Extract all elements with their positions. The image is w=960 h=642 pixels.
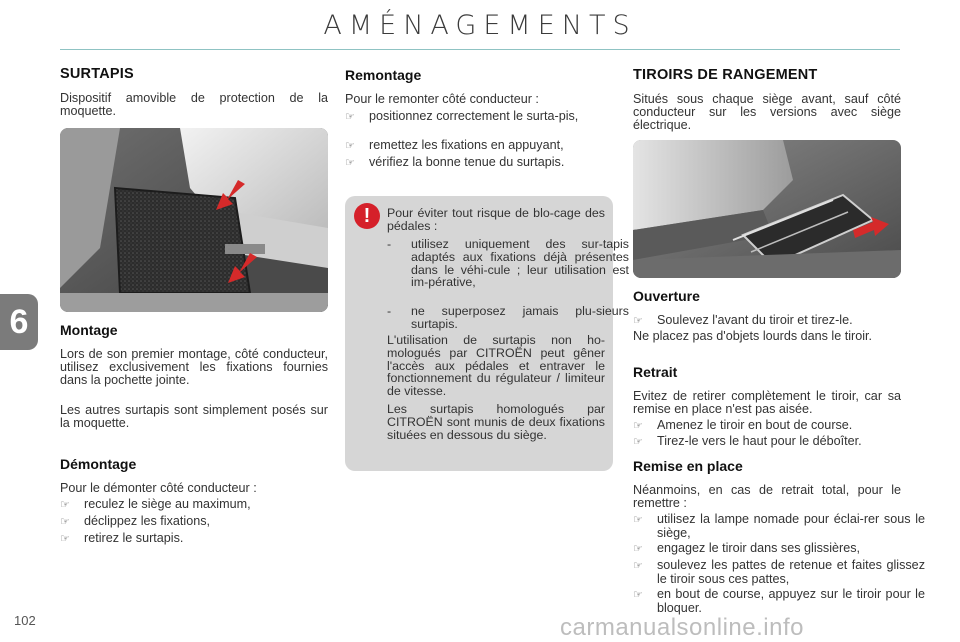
page-title: AMÉNAGEMENTS [323, 10, 637, 41]
surtapis-intro: Dispositif amovible de protection de la moquette. [60, 91, 328, 118]
pointing-hand-icon: ☞ [633, 589, 643, 601]
pointing-hand-icon: ☞ [633, 315, 643, 327]
chapter-number: 6 [9, 303, 29, 341]
section-heading-retrait: Retrait [633, 364, 678, 380]
montage-paragraph-2: Les autres surtapis sont simplement posés sur la moquette. [60, 403, 328, 430]
list-item: ☞ positionnez correctement le surta-pis, [345, 109, 579, 123]
warning-paragraph-3: Les surtapis homologués par CITROËN sont munis de deux fixations situées en dessous du siège. [387, 402, 605, 442]
header-divider [60, 49, 900, 50]
list-item: ☞ Soulevez l'avant du tiroir et tirez-le. [633, 313, 853, 327]
list-item: ☞ vérifiez la bonne tenue du surtapis. [345, 155, 565, 169]
watermark: carmanualsonline.info [560, 614, 804, 641]
tiroirs-intro: Situés sous chaque siège avant, sauf côté conducteur sur les versions avec siège électrique. [633, 92, 901, 132]
pointing-hand-icon: ☞ [60, 533, 70, 545]
section-heading-remise: Remise en place [633, 458, 743, 474]
section-heading-remontage: Remontage [345, 67, 422, 83]
list-item: ☞ Amenez le tiroir en bout de course. [633, 418, 853, 432]
demontage-intro: Pour le démonter côté conducteur : [60, 481, 257, 495]
pointing-hand-icon: ☞ [633, 436, 643, 448]
pointing-hand-icon: ☞ [633, 543, 643, 555]
warning-dash-item: - utilisez uniquement des sur-tapis adaptés aux fixations déjà présentes dans le véhi-cule ; leur utilisation est im-pérative, [387, 237, 629, 290]
remise-intro: Néanmoins, en cas de retrait total, pour le remettre : [633, 483, 901, 510]
pointing-hand-icon: ☞ [345, 140, 355, 152]
list-item: ☞ Tirez-le vers le haut pour le déboîter. [633, 434, 862, 448]
montage-paragraph-1: Lors de son premier montage, côté conducteur, utilisez exclusivement les fixations fournies dans la pochette jointe. [60, 347, 328, 387]
section-heading-surtapis: SURTAPIS [60, 66, 134, 82]
section-heading-demontage: Démontage [60, 456, 137, 472]
page-number: 102 [14, 613, 36, 628]
pointing-hand-icon: ☞ [633, 420, 643, 432]
ouverture-note: Ne placez pas d'objets lourds dans le tiroir. [633, 329, 873, 343]
pointing-hand-icon: ☞ [633, 560, 643, 572]
pointing-hand-icon: ☞ [345, 111, 355, 123]
warning-dash-item: - ne superposez jamais plu-sieurs surtapis. [387, 304, 629, 331]
list-item: ☞ reculez le siège au maximum, [60, 497, 251, 511]
floor-mat-illustration [60, 128, 328, 312]
remontage-intro: Pour le remonter côté conducteur : [345, 92, 539, 106]
list-item: ☞ soulevez les pattes de retenue et faites glissez le tiroir sous ces pattes, [633, 558, 925, 586]
pointing-hand-icon: ☞ [60, 499, 70, 511]
list-item: ☞ engagez le tiroir dans ses glissières, [633, 541, 861, 555]
pointing-hand-icon: ☞ [633, 514, 643, 526]
drawer-illustration [633, 140, 901, 278]
section-heading-tiroirs: TIROIRS DE RANGEMENT [633, 67, 818, 83]
pointing-hand-icon: ☞ [345, 157, 355, 169]
warning-intro: Pour éviter tout risque de blo-cage des pédales : [387, 206, 605, 233]
list-item: ☞ utilisez la lampe nomade pour éclai-rer sous le siège, [633, 512, 925, 540]
retrait-intro: Evitez de retirer complètement le tiroir, car sa remise en place n'est pas aisée. [633, 389, 901, 416]
section-heading-ouverture: Ouverture [633, 288, 700, 304]
exclamation-icon: ! [354, 203, 380, 229]
section-heading-montage: Montage [60, 322, 118, 338]
list-item: ☞ retirez le surtapis. [60, 531, 184, 545]
list-item: ☞ remettez les fixations en appuyant, [345, 138, 564, 152]
pointing-hand-icon: ☞ [60, 516, 70, 528]
warning-paragraph-2: L'utilisation de surtapis non ho-mologués par CITROËN peut gêner l'accès aux pédales et entraver le fonctionnement du régulateur / limiteur de vitesse. [387, 333, 605, 399]
list-item: ☞ en bout de course, appuyez sur le tiroir pour le bloquer. [633, 587, 925, 615]
floor-mat-photo [60, 128, 328, 312]
drawer-photo [633, 140, 901, 278]
list-item: ☞ déclippez les fixations, [60, 514, 211, 528]
